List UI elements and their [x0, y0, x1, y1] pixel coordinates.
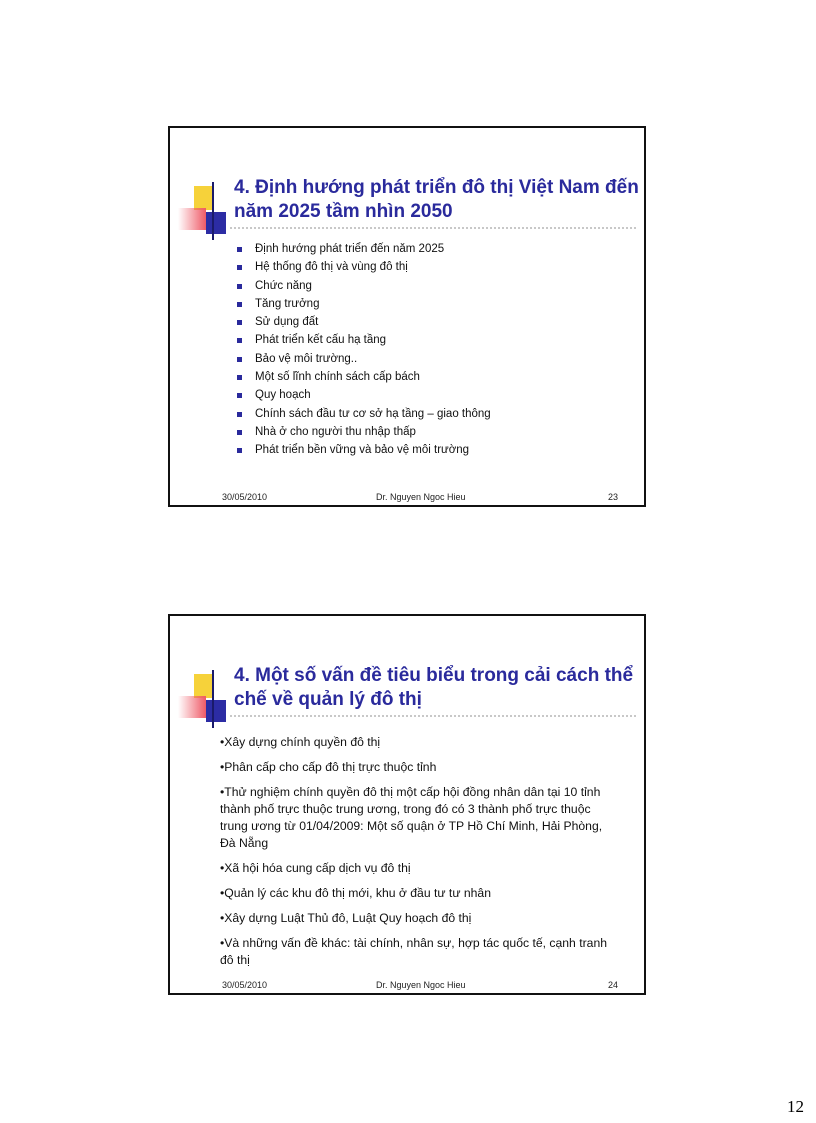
list-item: •Quản lý các khu đô thị mới, khu ở đầu tư tư nhân [220, 886, 491, 900]
bullet-square-icon [237, 320, 242, 325]
footer-author: Dr. Nguyen Ngoc Hieu [376, 492, 466, 502]
slide-title: 4. Một số vấn đề tiêu biểu trong cải cách thể chế về quản lý đô thị [234, 665, 634, 710]
list-item: •Xây dựng chính quyền đô thị [220, 735, 381, 749]
bullet-square-icon [237, 284, 242, 289]
title-divider [230, 227, 636, 229]
title-divider [230, 715, 636, 717]
bullet-square-icon [237, 448, 242, 453]
slide-logo-icon [176, 182, 226, 248]
bullet-square-icon [237, 393, 242, 398]
page-number: 12 [787, 1097, 804, 1116]
bullet-list [236, 240, 491, 460]
list-item: •Xã hội hóa cung cấp dịch vụ đô thị [220, 861, 411, 875]
bullet-square-icon [237, 430, 242, 435]
list-item: Bảo vệ môi trường.. [236, 350, 491, 368]
list-item: Định hướng phát triển đến năm 2025 [236, 240, 491, 258]
list-item: Phát triển bền vững và bảo vệ môi trường [236, 441, 491, 459]
list-item: •Xây dựng Luật Thủ đô, Luật Quy hoạch đô thị [220, 911, 472, 925]
list-item: Nhà ở cho người thu nhập thấp [236, 423, 491, 441]
bullet-square-icon [237, 302, 242, 307]
bullet-square-icon [237, 338, 242, 343]
list-item: Chức năng [236, 277, 491, 295]
bullet-square-icon [237, 247, 242, 252]
list-item: Quy hoạch [236, 386, 491, 404]
footer-slide-number: 24 [607, 980, 618, 990]
list-item: Một số lĩnh chính sách cấp bách [236, 368, 491, 386]
footer-date: 30/05/2010 [222, 492, 268, 502]
list-item: •Phân cấp cho cấp đô thị trực thuộc tỉnh [220, 760, 437, 774]
slide-23 [168, 126, 646, 507]
footer-date: 30/05/2010 [222, 980, 268, 990]
bullet-square-icon [237, 412, 242, 417]
bullet-square-icon [237, 265, 242, 270]
list-item: Chính sách đầu tư cơ sở hạ tầng – giao thông [236, 405, 491, 423]
paragraph-list [220, 734, 620, 977]
slide-title: 4. Định hướng phát triển đô thị Việt Nam đến năm 2025 tầm nhìn 2050 [234, 177, 639, 222]
bullet-square-icon [237, 357, 242, 362]
list-item: •Và những vấn đề khác: tài chính, nhân sự, hợp tác quốc tế, cạnh tranh đô thị [220, 936, 608, 967]
footer-slide-number: 23 [607, 492, 618, 502]
footer-author: Dr. Nguyen Ngoc Hieu [376, 980, 466, 990]
list-item: Phát triển kết cấu hạ tầng [236, 331, 491, 349]
list-item: Tăng trưởng [236, 295, 491, 313]
list-item: Hệ thống đô thị và vùng đô thị [236, 258, 491, 276]
list-item: Sử dụng đất [236, 313, 491, 331]
bullet-square-icon [237, 375, 242, 380]
slide-24 [168, 614, 646, 995]
slide-logo-icon [176, 670, 226, 736]
list-item: •Thử nghiệm chính quyền đô thị một cấp hội đồng nhân dân tại 10 tỉnh thành phố trực thuộc trung ương, trong đó có 3 thành phố trực thuộc trung ương từ 01/04/2009: Một số quận ở TP Hồ Chí Minh, Hải Phòng, Đà Nẵng [220, 785, 603, 850]
